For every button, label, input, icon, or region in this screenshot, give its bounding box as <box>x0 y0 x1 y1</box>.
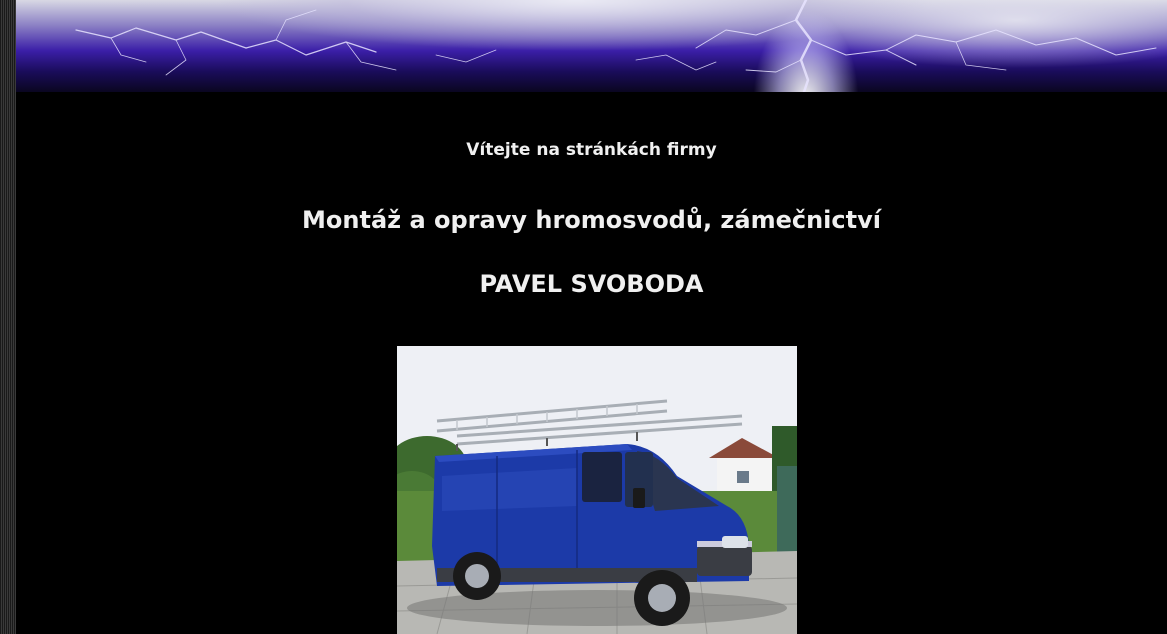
service-title: Montáž a opravy hromosvodů, zámečnictví <box>302 206 881 234</box>
left-decorative-strip <box>0 0 16 634</box>
lightning-bolts-icon <box>16 0 1167 92</box>
blue-van-icon <box>397 346 797 634</box>
lightning-header-banner <box>16 0 1167 92</box>
welcome-text: Vítejte na stránkách firmy <box>466 140 717 160</box>
owner-name: PAVEL SVOBODA <box>479 270 704 298</box>
company-van-photo <box>397 346 797 634</box>
